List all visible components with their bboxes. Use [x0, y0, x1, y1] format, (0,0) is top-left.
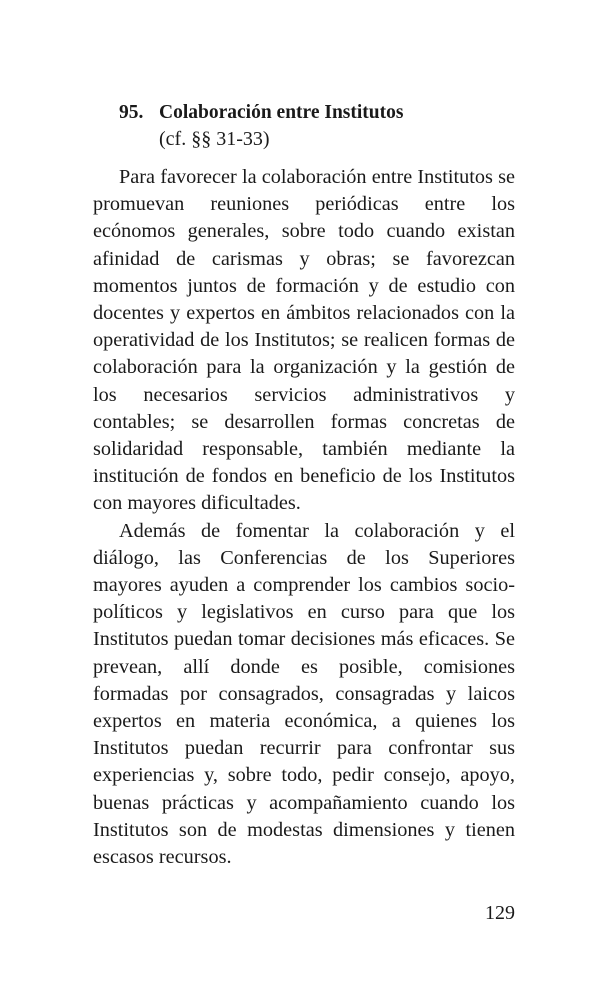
section-reference: (cf. §§ 31-33) [159, 128, 270, 150]
page-number: 129 [485, 902, 515, 924]
paragraph-2: Además de fomentar la colaboración y el diálogo, las Conferencias de los Superiores mayores ayuden a comprender los cambios socio-políticos y legislativos en curso para que los Institutos puedan tomar decisiones más eficaces. Se prevean, allí donde es posible, comisiones formadas por consagrados, consagradas y laicos expertos en materia económica, a quienes los Institutos puedan recurrir para confrontar sus experiencias y, sobre todo, pedir consejo, apoyo, buenas prácticas y acompañamiento cuando los Institutos son de modestas dimensiones y tienen escasos recursos. [93, 519, 515, 869]
section-heading [93, 100, 515, 152]
section-number: 95. [119, 102, 144, 123]
document-page [93, 100, 515, 871]
paragraph-1: Para favorecer la colaboración entre Institutos se promuevan reuniones periódicas entre los ecónomos generales, sobre todo cuando existan afinidad de carismas y obras; se favorezcan momentos juntos de formación y de estudio con docentes y expertos en ámbitos relacionados con la operatividad de los Institutos; se realicen formas de colaboración para la organización y la gestión de los necesarios servicios administrativos y contables; se desarrollen formas concretas de solidaridad responsable, también mediante la institución de fondos en beneficio de los Institutos con mayores dificultades. [93, 166, 515, 515]
section-title-line [93, 100, 515, 126]
section-title: Colaboración entre Institutos [159, 102, 404, 123]
